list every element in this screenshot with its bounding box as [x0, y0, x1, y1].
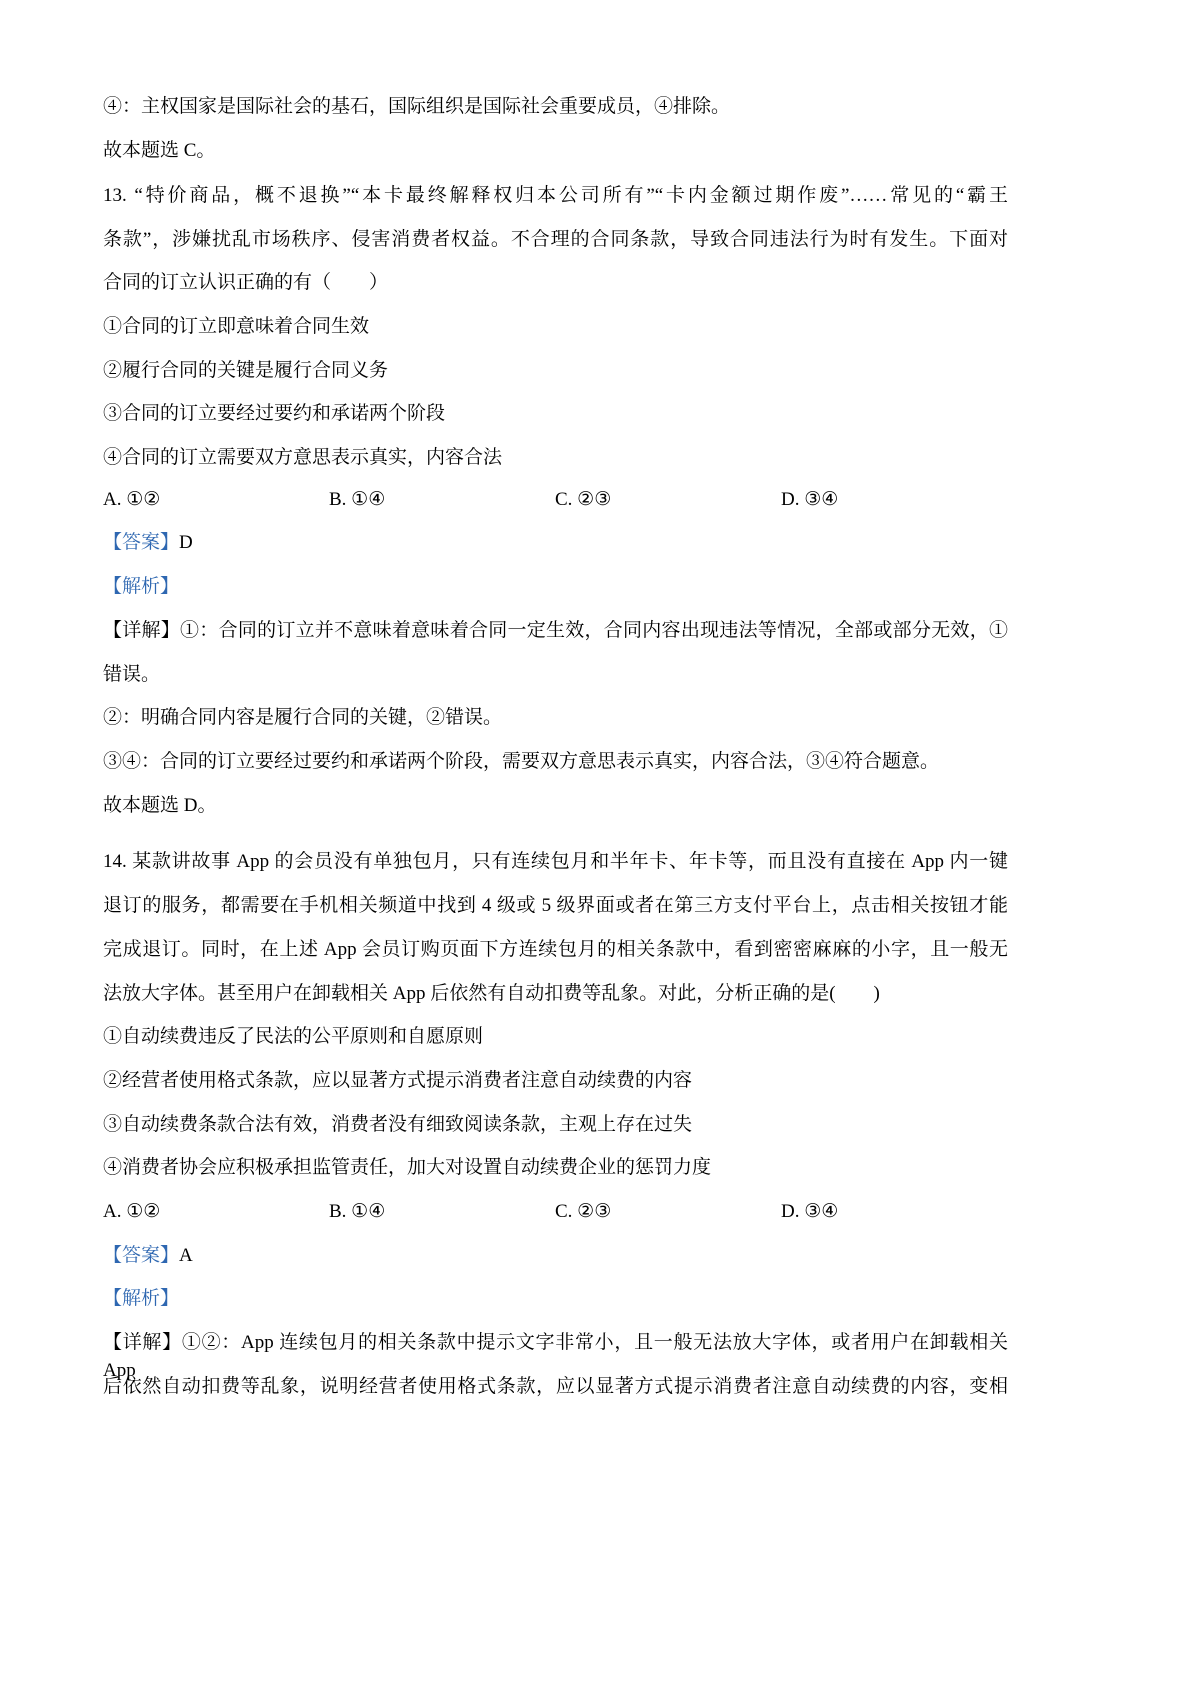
- q14-option-a: A. ①②: [103, 1201, 161, 1222]
- analysis-line: ④：主权国家是国际社会的基石，国际组织是国际社会重要成员，④排除。: [103, 96, 731, 117]
- q14-detail-line: 后依然自动扣费等乱象，说明经营者使用格式条款，应以显著方式提示消费者注意自动续费的内容，变相: [103, 1376, 1008, 1397]
- q13-statement: ④合同的订立需要双方意思表示真实，内容合法: [103, 447, 503, 468]
- q14-stem-line: 法放大字体。甚至用户在卸载相关 App 后依然有自动扣费等乱象。对此，分析正确的是( ): [103, 983, 880, 1004]
- answer-label: 【答案】: [103, 532, 180, 553]
- q13-option-b: B. ①④: [329, 489, 386, 510]
- q13-option-a: A. ①②: [103, 489, 161, 510]
- conclusion-line: 故本题选 C。: [103, 140, 216, 161]
- q13-stem-line: 13. “特价商品，概不退换”“本卡最终解释权归本公司所有”“卡内金额过期作废”……常见的“霸王: [103, 185, 1008, 206]
- q14-stem-line: 14. 某款讲故事 App 的会员没有单独包月，只有连续包月和半年卡、年卡等，而且没有直接在 App 内一键: [103, 851, 1008, 872]
- q14-answer: [103, 1242, 193, 1270]
- q13-conclusion-line: 故本题选 D。: [103, 795, 217, 816]
- q13-stem-line: 合同的订立认识正确的有（ ）: [103, 272, 389, 293]
- q14-stem-line: 完成退订。同时，在上述 App 会员订购页面下方连续包月的相关条款中，看到密密麻麻的小字，且一般无: [103, 939, 1008, 960]
- q14-statement: ②经营者使用格式条款，应以显著方式提示消费者注意自动续费的内容: [103, 1070, 693, 1091]
- q14-detail-line: 【详解】①②：App 连续包月的相关条款中提示文字非常小，且一般无法放大字体，或者用户在卸载相关 App: [103, 1332, 1008, 1381]
- q13-option-c: C. ②③: [555, 489, 612, 510]
- q14-option-d: D. ③④: [781, 1201, 839, 1222]
- q14-stem-line: 退订的服务，都需要在手机相关频道中找到 4 级或 5 级界面或者在第三方支付平台上，点击相关按钮才能: [103, 895, 1008, 916]
- q14-statement: ④消费者协会应积极承担监管责任，加大对设置自动续费企业的惩罚力度: [103, 1157, 712, 1178]
- q13-detail-line: ②：明确合同内容是履行合同的关键，②错误。: [103, 707, 503, 728]
- q13-statement: ②履行合同的关键是履行合同义务: [103, 360, 389, 381]
- q13-detail-line: 错误。: [103, 664, 161, 685]
- q13-answer: [103, 529, 193, 557]
- q14-statement: ①自动续费违反了民法的公平原则和自愿原则: [103, 1026, 484, 1047]
- q13-option-d: D. ③④: [781, 489, 839, 510]
- q13-detail-line: ③④：合同的订立要经过要约和承诺两个阶段，需要双方意思表示真实，内容合法，③④符合题意。: [103, 751, 940, 772]
- q14-option-c: C. ②③: [555, 1201, 612, 1222]
- q14-statement: ③自动续费条款合法有效，消费者没有细致阅读条款，主观上存在过失: [103, 1114, 693, 1135]
- q13-statement: ①合同的订立即意味着合同生效: [103, 316, 370, 337]
- q13-analysis-label: 【解析】: [103, 576, 180, 597]
- q13-statement: ③合同的订立要经过要约和承诺两个阶段: [103, 403, 446, 424]
- answer-value: A: [179, 1245, 193, 1266]
- answer-label: 【答案】: [103, 1245, 180, 1266]
- q13-stem-line: 条款”，涉嫌扰乱市场秩序、侵害消费者权益。不合理的合同条款，导致合同违法行为时有发生。下面对: [103, 229, 1008, 250]
- q14-option-b: B. ①④: [329, 1201, 386, 1222]
- q14-analysis-label: 【解析】: [103, 1288, 180, 1309]
- answer-value: D: [179, 532, 193, 553]
- q13-detail-line: 【详解】①：合同的订立并不意味着意味着合同一定生效，合同内容出现违法等情况，全部或部分无效，①: [103, 620, 1008, 641]
